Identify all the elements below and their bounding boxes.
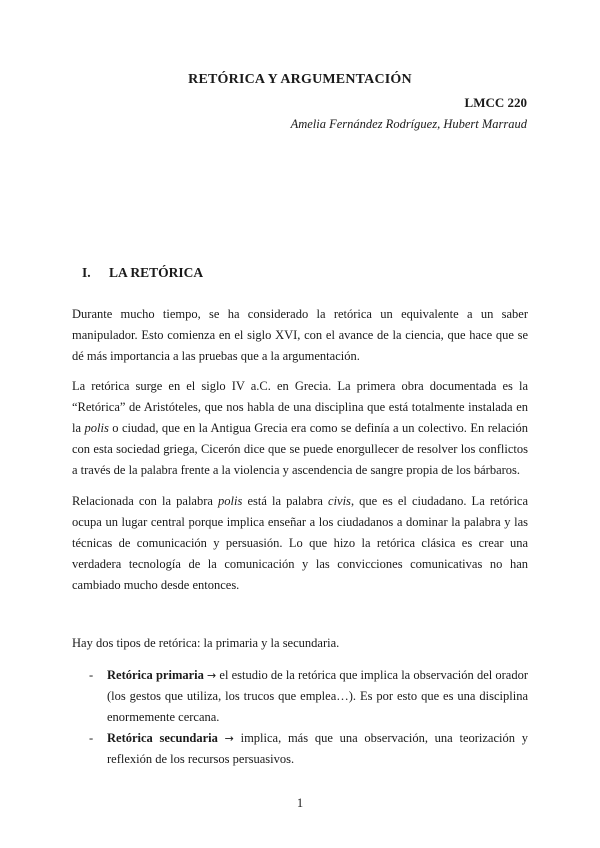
term-polis: polis [84, 421, 109, 435]
paragraph-4: Hay dos tipos de retórica: la primaria y la secundaria. [72, 636, 340, 650]
list-item [72, 728, 528, 770]
list-dash: - [89, 731, 94, 745]
term-civis: civis [328, 494, 351, 508]
paragraph-2 [72, 376, 528, 481]
paragraph-2-text-a: La retórica surge en el siglo IV a.C. en Grecia. La primera obra documentada es la “Retórica” de Aristóteles, que nos habla de una disciplina que está totalmente instalada en la [72, 379, 528, 435]
section-title: LA RETÓRICA [109, 265, 204, 280]
arrow-right-icon: → [224, 732, 234, 745]
document-title: RETÓRICA Y ARGUMENTACIÓN [188, 72, 412, 87]
list-term: Retórica primaria [107, 668, 204, 682]
section-heading [82, 265, 203, 281]
paragraph-2-text-b: o ciudad, que en la Antigua Grecia era como se definía a un colectivo. En relación con esta sociedad griega, Cicerón dice que se puede enorgullecer de resolver los conflictos a través de la palabra frente a la violencia y ascendencia de sangre propia de los bárbaros. [72, 421, 528, 477]
list-text: el estudio de la retórica que implica la observación del orador (los gestos que utiliza, los trucos que emplea…). Es por esto que es una disciplina enormemente cercana. [107, 668, 528, 724]
paragraph-1: Durante mucho tiempo, se ha considerado la retórica un equivalente a un saber manipulador. Esto comienza en el siglo XVI, con el avance de la ciencia, que hace que se dé más importancia a las pruebas que a la argumentación. [72, 307, 528, 363]
paragraph-3-text-c: , que es el ciudadano. La retórica ocupa un lugar central porque implica enseñar a los ciudadanos a dominar la palabra y las técnicas de comunicación y persuasión. Lo que hizo la retórica clásica es crear una verdadera tecnología de la comunicación y las convicciones comunicativas no han cambiado mucho desde entonces. [72, 494, 529, 592]
paragraph-3 [72, 491, 528, 596]
authors: Amelia Fernández Rodríguez, Hubert Marraud [290, 117, 527, 131]
list-item [72, 665, 528, 728]
list-text: implica, más que una observación, una teorización y reflexión de los recursos persuasivos. [107, 731, 528, 766]
course-code: LMCC 220 [464, 95, 527, 110]
list-dash: - [89, 668, 94, 682]
section-number: I. [82, 265, 91, 280]
arrow-right-icon: → [207, 669, 217, 682]
rhetoric-types-list [72, 665, 528, 770]
term-polis: polis [218, 494, 243, 508]
page-number: 1 [296, 796, 304, 810]
paragraph-3-text-b: está la palabra [242, 494, 329, 508]
paragraph-3-text-a: Relacionada con la palabra [72, 494, 219, 508]
list-term: Retórica secundaria [107, 731, 218, 745]
